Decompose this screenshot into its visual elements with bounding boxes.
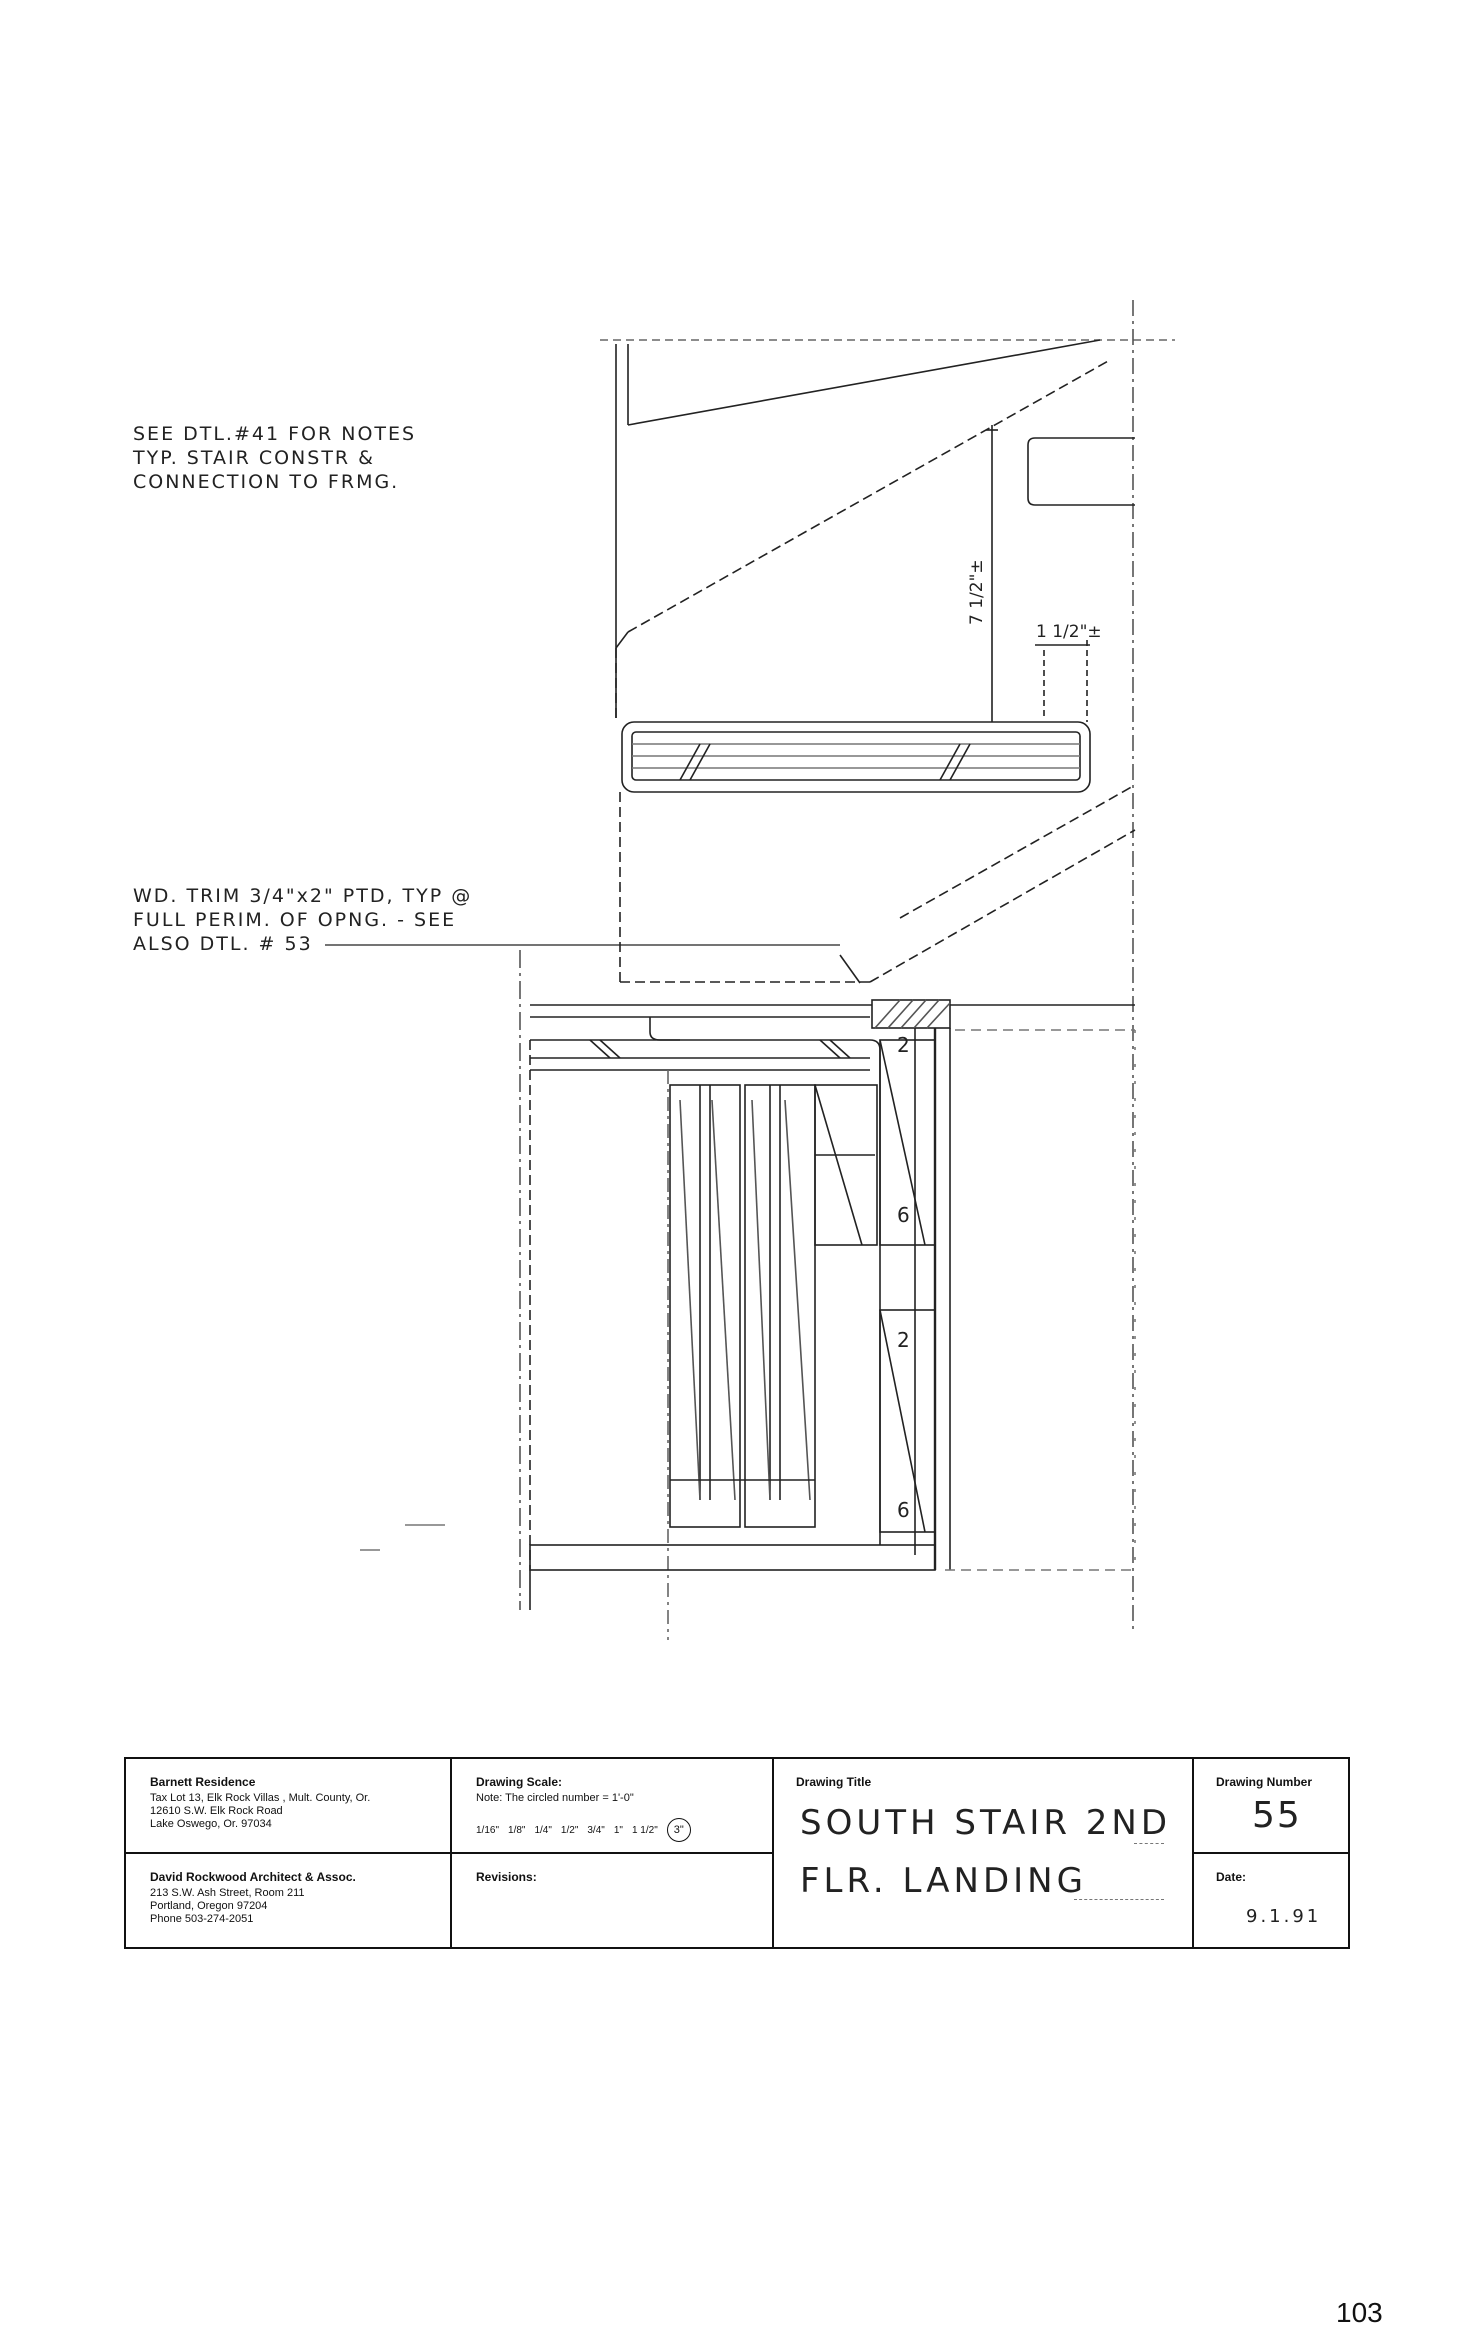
stringer-joint <box>616 632 628 648</box>
tread-break-4 <box>950 744 970 780</box>
scale-info <box>452 1759 772 1854</box>
dimension-vertical-label: 7 1/2"± <box>967 559 987 625</box>
architect-line-2: Portland, Oregon 97204 <box>150 1900 268 1912</box>
trim-detail <box>650 1017 680 1040</box>
title-block-title <box>774 1759 1194 1947</box>
drawing-title-line-2: FLR. LANDING <box>800 1861 1087 1901</box>
slat-diag-4 <box>785 1100 810 1500</box>
slat-diag-1 <box>680 1100 700 1500</box>
tread-break-3 <box>940 744 960 780</box>
architect-name: David Rockwood Architect & Assoc. <box>150 1870 356 1884</box>
project-line-1: Tax Lot 13, Elk Rock Villas , Mult. County, Or. <box>150 1792 371 1804</box>
slat-left <box>670 1085 740 1527</box>
drawing-number-cell <box>1194 1759 1348 1854</box>
title-block-number <box>1194 1759 1348 1947</box>
slat-diag-3 <box>752 1100 770 1500</box>
landing-break-3 <box>820 1040 840 1058</box>
page-number: 103 <box>1336 2297 1383 2328</box>
revisions-info <box>452 1854 772 1947</box>
landing-break-4 <box>830 1040 850 1058</box>
landing-break-1 <box>590 1040 610 1058</box>
door-panel <box>815 1085 877 1245</box>
date-label: Date: <box>1216 1870 1247 1884</box>
note-trim-line-1: WD. TRIM 3/4"x2" PTD, TYP @ <box>133 885 473 907</box>
title-block <box>124 1757 1350 1949</box>
shelf-number-4: 6 <box>897 1498 910 1522</box>
scale-option: 1/4" <box>534 1824 552 1836</box>
trim-block <box>872 1000 950 1028</box>
shelf-number-3: 2 <box>897 1328 910 1352</box>
drawing-title-line-1: SOUTH STAIR 2ND <box>800 1803 1172 1843</box>
project-line-3: Lake Oswego, Or. 97034 <box>150 1818 272 1830</box>
leader-bend <box>840 955 860 983</box>
slat-diag-2 <box>712 1100 735 1500</box>
landing-break-2 <box>600 1040 620 1058</box>
scale-option: 3/4" <box>587 1824 605 1836</box>
cabinet-base <box>530 1545 935 1570</box>
architect-info <box>126 1854 450 1947</box>
scale-option: 1/16" <box>476 1824 500 1836</box>
project-name: Barnett Residence <box>150 1775 256 1789</box>
scale-selected-circle: 3" <box>667 1818 691 1842</box>
scale-label: Drawing Scale: <box>476 1775 563 1789</box>
drawing-number: 55 <box>1252 1795 1302 1836</box>
architect-line-1: 213 S.W. Ash Street, Room 211 <box>150 1887 305 1899</box>
scale-option: 1/8" <box>508 1824 526 1836</box>
note-stair-line-1: SEE DTL.#41 FOR NOTES <box>133 423 417 445</box>
revisions-label: Revisions: <box>476 1870 537 1884</box>
title-block-scale <box>452 1759 774 1947</box>
tread-break-1 <box>680 744 700 780</box>
note-stair-line-2: TYP. STAIR CONSTR & <box>133 447 375 469</box>
note-stair-line-3: CONNECTION TO FRMG. <box>133 471 400 493</box>
scale-options <box>476 1818 691 1842</box>
title-block-parties <box>126 1759 452 1947</box>
drawing-number-label: Drawing Number <box>1216 1775 1313 1789</box>
drawing-title-label: Drawing Title <box>796 1775 872 1789</box>
note-trim-line-3: ALSO DTL. # 53 <box>133 933 313 955</box>
scale-note: Note: The circled number = 1'-0" <box>476 1792 634 1804</box>
title-underline-1 <box>1134 1843 1164 1844</box>
dimension-horizontal-label: 1 1/2"± <box>1036 622 1102 642</box>
drawing-title-cell <box>774 1759 1192 1901</box>
project-line-2: 12610 S.W. Elk Rock Road <box>150 1805 283 1817</box>
scale-option: 1" <box>613 1824 623 1836</box>
shelf-number-1: 2 <box>897 1033 910 1057</box>
scale-option: 1/2" <box>560 1824 579 1836</box>
drawing-date: 9.1.91 <box>1246 1906 1322 1927</box>
shelf-number-2: 6 <box>897 1203 910 1227</box>
project-info <box>126 1759 450 1854</box>
note-trim-line-2: FULL PERIM. OF OPNG. - SEE <box>133 909 457 931</box>
architect-line-3: Phone 503-274-2051 <box>150 1913 254 1925</box>
title-underline-2 <box>1074 1899 1164 1900</box>
lower-stringer-dashed <box>870 830 1135 982</box>
date-cell <box>1194 1854 1348 1947</box>
tread-break-2 <box>690 744 710 780</box>
window-opening <box>1028 438 1135 505</box>
scale-option: 1 1/2" <box>631 1824 658 1836</box>
stringer-dashed-line <box>628 360 1110 632</box>
door-swing <box>815 1085 862 1245</box>
upper-stringer-line <box>628 340 1100 425</box>
cabinet-side <box>870 1040 880 1545</box>
